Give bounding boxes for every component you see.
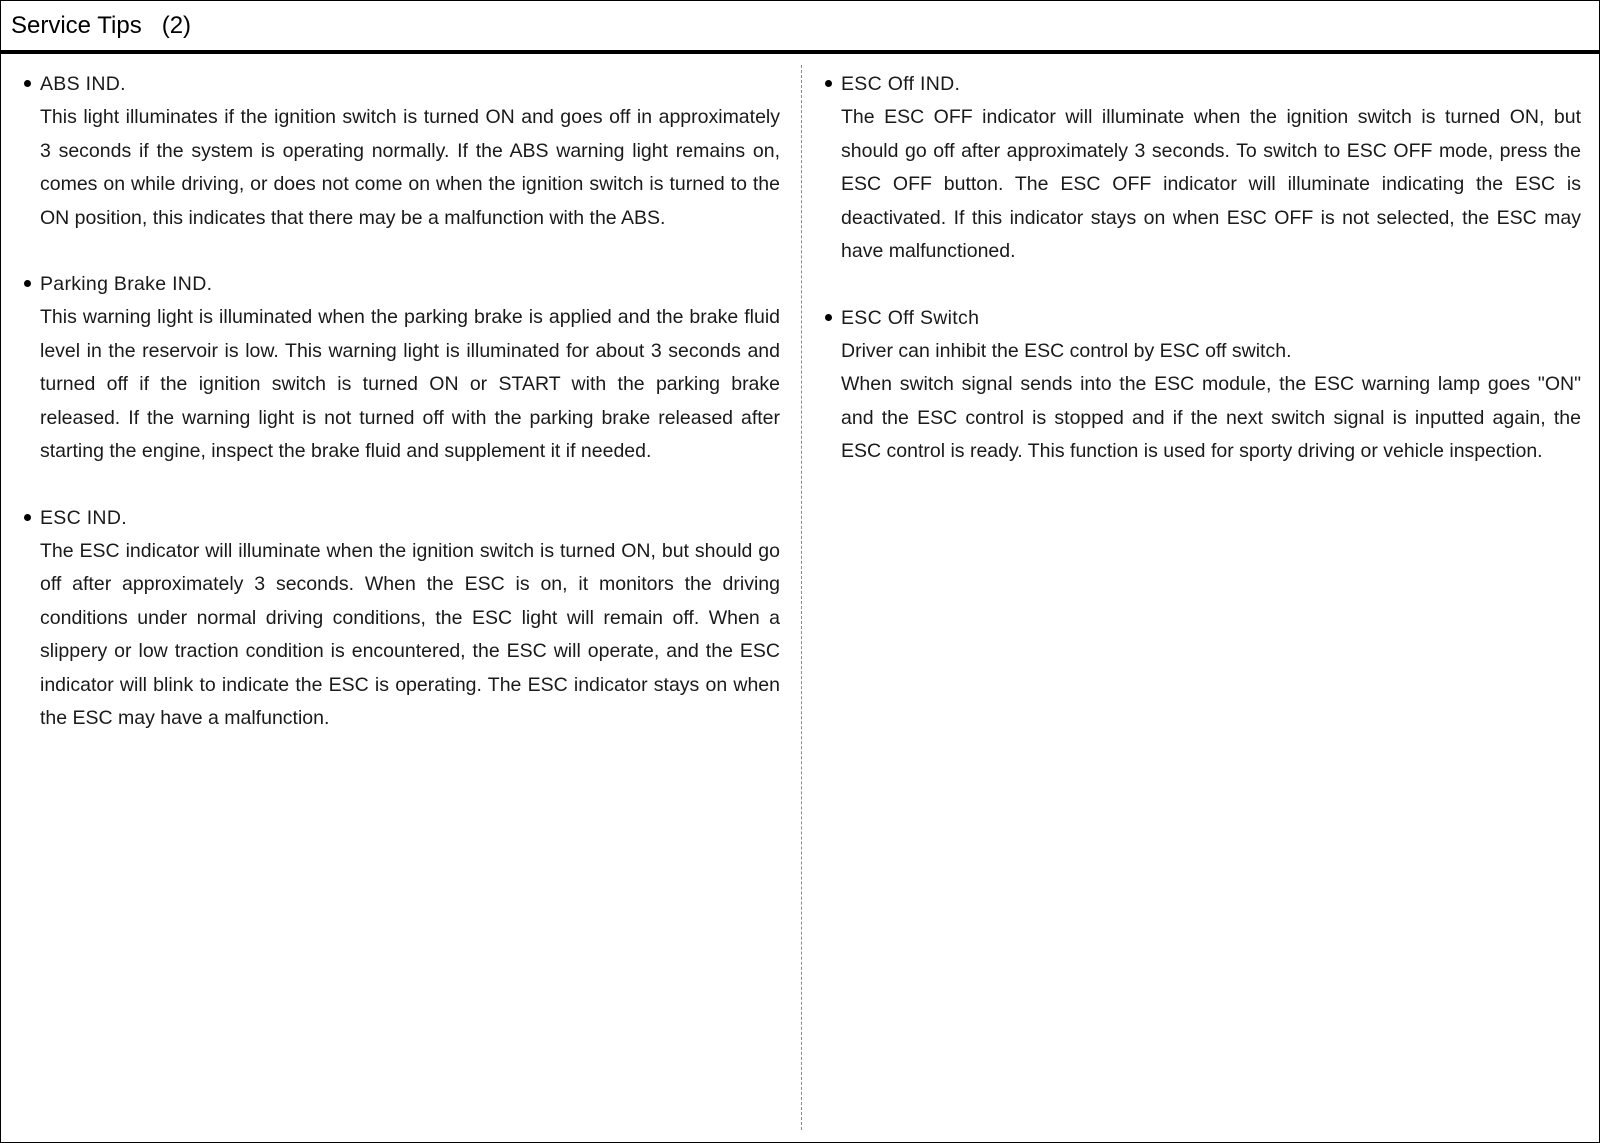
bullet-icon: [24, 80, 31, 87]
title-bar: [1, 1, 1599, 54]
section-paragraph: Driver can inhibit the ESC control by ESC off switch.: [841, 339, 1292, 362]
section-parking-brake-ind: [21, 267, 780, 469]
page-title: Service Tips (2): [11, 12, 192, 39]
section-heading-text: ESC IND.: [40, 506, 127, 529]
section-paragraph: When switch signal sends into the ESC module, the ESC warning lamp goes "ON" and the ESC control is stopped and if the next switch signal is inputted again, the ESC control is ready. This function is used for sporty driving or vehicle inspection.: [841, 373, 1581, 462]
section-heading-text: ESC Off IND.: [841, 73, 961, 95]
section-abs-ind: [21, 67, 780, 235]
left-column: [21, 67, 780, 768]
section-heading: [822, 301, 1581, 335]
section-heading: [822, 67, 1581, 101]
section-heading-text: Parking Brake IND.: [40, 273, 213, 295]
section-paragraph: The ESC indicator will illuminate when the ignition switch is turned ON, but should go off after approximately 3 seconds. When the ESC is on, it monitors the driving conditions under normal driving conditions, the ESC light will remain off. When a slippery or low traction condition is encountered, the ESC will operate, and the ESC indicator will blink to indicate the ESC is operating. The ESC indicator stays on when the ESC may have a malfunction.: [40, 539, 780, 729]
column-divider: [801, 65, 802, 1130]
section-paragraph: This warning light is illuminated when the parking brake is applied and the brake fluid level in the reservoir is low. This warning light is illuminated for about 3 seconds and turned off if the ignition switch is turned ON or START with the parking brake released. If the warning light is not turned off with the parking brake released after starting the engine, inspect the brake fluid and supplement it if needed.: [40, 306, 780, 462]
section-heading: [21, 267, 780, 301]
section-paragraph: The ESC OFF indicator will illuminate when the ignition switch is turned ON, but should go off after approximately 3 seconds. To switch to ESC OFF mode, press the ESC OFF button. The ESC OFF indicator will illuminate indicating the ESC is deactivated. If this indicator stays on when ESC OFF is not selected, the ESC may have malfunctioned.: [841, 106, 1581, 262]
bullet-icon: [24, 280, 31, 287]
section-esc-ind: [21, 501, 780, 736]
bullet-icon: [825, 80, 832, 87]
right-column: [822, 67, 1581, 501]
section-esc-off-switch: [822, 301, 1581, 469]
section-heading: [21, 67, 780, 101]
section-heading: [21, 501, 780, 535]
section-esc-off-ind: [822, 67, 1581, 269]
bullet-icon: [825, 314, 832, 321]
section-heading-text: ABS IND.: [40, 73, 126, 95]
section-paragraph: This light illuminates if the ignition switch is turned ON and goes off in approximately 3 seconds if the system is operating normally. If the ABS warning light remains on, comes on while driving, or does not come on when the ignition switch is turned to the ON position, this indicates that there may be a malfunction with the ABS.: [40, 106, 780, 229]
section-heading-text: ESC Off Switch: [841, 306, 980, 329]
bullet-icon: [24, 514, 31, 521]
